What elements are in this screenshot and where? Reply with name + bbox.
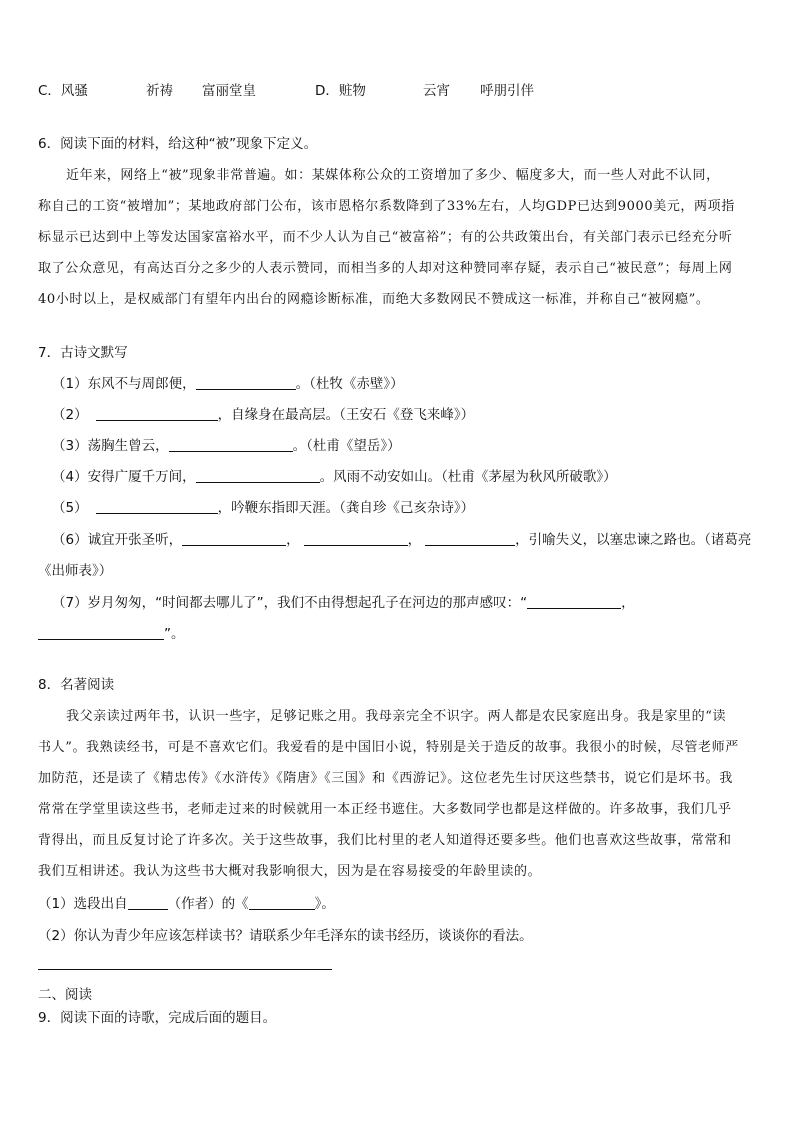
question-9-prompt: 9．阅读下面的诗歌，完成后面的题目。 [38,1010,277,1026]
answer-blank[interactable] [38,627,164,640]
q7-item-3 [52,438,401,454]
q7-item-5-source: ，吟鞭东指即天涯。（龚自珍《己亥杂诗》） [217,500,475,516]
q7-item-5 [52,500,474,516]
q8-passage-line: 加防范，还是读了《精忠传》《水浒传》《隋唐》《三国》和《西游记》。这位老先生讨厌这些禁书，说它们是坏书。我 [38,771,733,786]
q7-item-1 [52,376,404,392]
q8-sub-1 [38,896,335,912]
q7-item-6-source: ，引喻失义，以塞忠谏之路也。（诸葛亮 [515,532,752,548]
q7-item-6 [52,532,751,548]
option-d-word2: 云宵 [423,83,450,99]
q8-sub-2: （2）你认为青少年应该怎样读书？请联系少年毛泽东的读书经历，谈谈你的看法。 [38,928,533,944]
q8-sub-1-text: （1）选段出自 [38,896,128,912]
question-6-prompt: 6．阅读下面的材料，给这种“被”现象下定义。 [38,136,318,152]
q6-passage-line: 标显示已达到中上等发达国家富裕水平，而不少人认为自己“被富裕”；有的公共政策出台，有关部门表示已经充分听 [38,230,733,245]
q8-passage-line: 常常在学堂里读这些书，老师走过来的时候就用一本正经书遮住。大多数同学也都是这样做的。许多故事，我们几乎 [38,802,732,817]
q8-sub-1-author-label: （作者）的《 [167,896,249,912]
q8-passage-line: 背得出，而且反复讨论了许多次。关于这些故事，我们比村里的老人知道得还要多些。他们也喜欢这些故事，常常和 [38,833,732,848]
option-d-word3: 呼朋引伴 [480,83,534,99]
option-c-word1: C．风骚 [38,83,88,99]
q6-passage-line: 取了公众意见，有高达百分之多少的人表示赞同，而相当多的人却对这种赞同率存疑，表示自己“被民意”；每周上网 [38,261,733,276]
q7-item-4-source: 。风雨不动安如山。（杜甫《茅屋为秋风所破歌》） [319,469,617,485]
q7-item-6-comma: ， [286,532,300,548]
answer-blank[interactable] [527,596,621,609]
q8-sub-1-close: 》。 [314,896,335,912]
q7-item-4 [52,469,617,485]
q8-passage-line: 我们互相讲述。我认为这些书大概对我影响很大，因为是在容易接受的年龄里读的。 [38,864,542,879]
q7-item-6-text: （6）诚宜开张圣听， [52,532,183,548]
section-heading: 二、阅读 [38,987,92,1003]
answer-blank[interactable] [96,408,218,421]
question-7-title: 7．古诗文默写 [38,345,128,361]
q7-item-5-text: （5） [52,500,88,516]
answer-blank[interactable] [196,470,320,483]
q8-passage-line: 书人”。我熟读经书，可是不喜欢它们。我爱看的是中国旧小说，特别是关于造反的故事。我很小的时候，尽管老师严 [38,740,739,755]
q7-item-4-text: （4）安得广厦千万间， [52,469,196,485]
q7-item-2-text: （2） [52,407,88,423]
answer-blank[interactable] [169,439,293,452]
answer-blank[interactable] [182,533,286,546]
q6-passage-line: 近年来，网络上“被”现象非常普遍。如：某媒体称公众的工资增加了多少、幅度多大，而一些人对此不认同， [66,168,720,183]
answer-line[interactable] [38,969,332,970]
q6-passage-line: 称自己的工资“被增加”；某地政府部门公布，该市恩格尔系数降到了33%左右，人均GDP已达到9000美元，两项指 [38,199,735,214]
q7-item-6-comma: ， [407,532,422,548]
answer-blank[interactable] [128,897,168,910]
q7-item-7-continuation [38,626,185,642]
q7-item-3-text: （3）荡胸生曾云， [52,438,169,454]
q7-item-3-source: 。（杜甫《望岳》） [292,438,401,454]
q6-passage-line: 40小时以上，是权威部门有望年内出台的网瘾诊断标准，而绝大多数网民不赞成这一标准，并称自己“被网瘾”。 [38,292,710,307]
q7-item-1-source: 。（杜牧《赤壁》） [295,376,404,392]
q7-item-6-continuation: 《出师表》） [38,563,113,579]
answer-blank[interactable] [304,533,408,546]
q7-item-7 [52,595,635,611]
option-c-word3: 富丽堂皇 [202,83,256,99]
option-c-word2: 祈祷 [146,83,173,99]
question-8-title: 8．名著阅读 [38,677,115,693]
option-d-word1: D．赃物 [315,83,366,99]
q7-item-2-source: ，自缘身在最高层。（王安石《登飞来峰》） [217,407,475,423]
q7-item-7-comma: ， [621,595,635,611]
answer-blank[interactable] [196,377,296,390]
q8-passage-line: 我父亲读过两年书，认识一些字，足够记账之用。我母亲完全不识字。两人都是农民家庭出身。我是家里的“读 [66,709,727,724]
answer-blank[interactable] [96,501,218,514]
answer-blank[interactable] [249,897,315,910]
q7-item-1-text: （1）东风不与周郎便， [52,376,196,392]
answer-blank[interactable] [425,533,515,546]
q7-item-2 [52,407,474,423]
q7-item-7-text: （7）岁月匆匆，“时间都去哪儿了”，我们不由得想起孔子在河边的那声感叹：“ [52,595,528,611]
q7-item-7-close-quote: ”。 [164,626,185,642]
